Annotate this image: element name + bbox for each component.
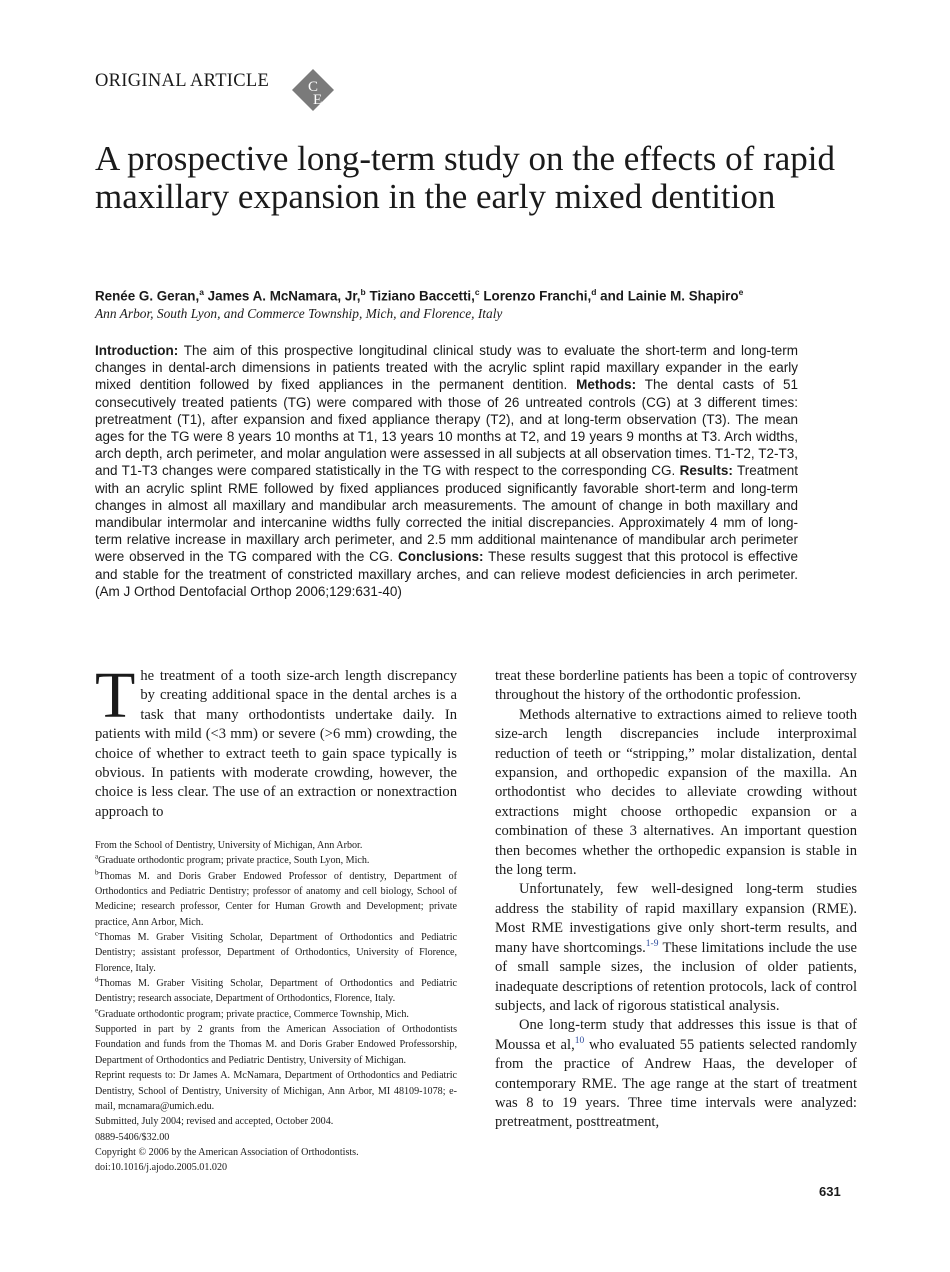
abstract-conclusions-text: These results suggest that this protocol is effective and stable for the treatment of constricted maxillary arches, and can relieve modest deficiencies in arch perimeter. (Am J Orthod Dentofacial Orthop 2006;129:631-40) [95, 549, 798, 599]
abstract-results-label: Results: [679, 463, 733, 479]
article-title: A prospective long-term study on the effects of rapid maxillary expansion in the early mixed dentition [95, 139, 835, 216]
citation-ref-10[interactable]: 10 [574, 1035, 585, 1046]
footnote-copyright: Copyright © 2006 by the American Association of Orthodontists. [95, 1146, 359, 1158]
citation-ref-1-9[interactable]: 1-9 [645, 938, 659, 949]
author-name: and Lainie M. Shapiro [600, 288, 739, 304]
abstract-intro-label: Introduction: [95, 343, 179, 358]
body-paragraph [95, 659, 457, 822]
author-mark: e [738, 287, 744, 297]
author-mark: b [360, 287, 366, 297]
section-label: ORIGINAL ARTICLE [95, 71, 270, 91]
author-name: Renée G. Geran, [95, 288, 200, 304]
affiliation-line: Ann Arbor, South Lyon, and Commerce Township, Mich, and Florence, Italy [95, 306, 503, 321]
footnote-submitted: Submitted, July 2004; revised and accepted, October 2004. [95, 1116, 334, 1128]
author-mark: a [199, 287, 204, 297]
body-paragraph: treat these borderline patients has been a topic of controversy throughout the history of the orthodontic profession. [495, 668, 857, 704]
abstract-results-text: Treatment with an acrylic splint RME followed by fixed appliances produced significantly favorable short-term and long-term changes in almost all maxillary and mandibular arch measurements. The amount of change in both maxillary and mandibular intermolar and intercanine widths fully corrected the initial discrepancies. Approximately 4 mm of long-term relative increase in maxillary arch perimeter, and 2.5 mm additional maintenance of mandibular arch perimeter were observed in the TG compared with the CG. [95, 463, 799, 565]
footnote-c: $^c$Thomas M. Graber Visiting Scholar, Department of Orthodontics and Pediatric Dentistry; assistant professor, Department of Orthodontics, University of Florence, Florence, Italy. [95, 929, 457, 974]
footnote-a: $^a$Graduate orthodontic program; private practice, South Lyon, Mich. [95, 852, 370, 867]
paragraph-text: he treatment of a tooth size-arch length discrepancy by creating additional space in the dental arches is a task that many orthodontists undertake daily. In patients with mild (<3 mm) or severe (>6 mm) crowding, the choice of whether to extract teeth to gain space typically is obvious. In patients with moderate crowding, however, the choice is less clear. The use of an extraction or nonextraction approach to [95, 668, 457, 820]
author-mark: c [474, 287, 480, 297]
body-paragraph: One long-term study that addresses this issue is that of Moussa et al,$^{10}$ who evaluated 55 patients selected randomly from the practice of Andrew Haas, the developer of contemporary RME. The age range at the start of treatment was 8 to 19 years. Three time intervals were analyzed: pretreatment, posttreatment, [495, 1017, 857, 1131]
footnote-from: From the School of Dentistry, University of Michigan, Ann Arbor. [95, 840, 363, 851]
author-list [95, 287, 875, 303]
badge-letter-e: E [313, 92, 323, 108]
footnote-doi: doi:10.1016/j.ajodo.2005.01.020 [95, 1162, 228, 1174]
footnote-b: $^b$Thomas M. and Doris Graber Endowed Professor of dentistry, Department of Orthodontics and Pediatric Dentistry; professor of anatomy and cell biology, School of Medicine; research professor, Center for Human Growth and Development; private practice, Ann Arbor, Mich. [95, 868, 457, 928]
footnote-issn: 0889-5406/$32.00 [95, 1131, 170, 1143]
page-number: 631 [819, 1184, 841, 1199]
abstract-intro-text: The aim of this prospective longitudinal clinical study was to evaluate the short-term and long-term changes in dental-arch dimensions in patients treated with the acrylic splint rapid maxillary expander in the early mixed dentition followed by fixed appliances in the permanent dentition. [95, 343, 798, 393]
footnote-e: $^e$Graduate orthodontic program; private practice, Commerce Township, Mich. [95, 1006, 409, 1020]
footnote-reprint: Reprint requests to: Dr James A. McNamara, Department of Orthodontics and Pediatric Dentistry, School of Dentistry, University of Michigan, Ann Arbor, MI 48109-1078; e-mail, mcnamara@umich.edu. [95, 1070, 457, 1112]
abstract-conclusions-label: Conclusions: [398, 549, 484, 565]
abstract [95, 342, 798, 600]
author-mark: d [591, 287, 597, 297]
footnote-d: $^d$Thomas M. Graber Visiting Scholar, Department of Orthodontics and Pediatric Dentistry; research associate, Department of Orthodontics, Florence, Italy. [95, 975, 457, 1005]
author-name: James A. McNamara, Jr, [207, 288, 361, 304]
ce-badge-icon [291, 68, 335, 112]
body-paragraph: Methods alternative to extractions aimed to relieve tooth size-arch length discrepancies include interproximal reduction of teeth or “stripping,” molar distalization, dental expansion, and orthopedic expansion of the maxilla. An orthodontist who decides to alleviate crowding without extractions might choose orthopedic expansion or a combination of these 3 alternatives. An important question then becomes whether the orthopedic expansion is stable in the long term. [495, 706, 857, 879]
abstract-methods-text: The dental casts of 51 consecutively treated patients (TG) were compared with those of 26 untreated controls (CG) at 3 different times: pretreatment (T1), after expansion and fixed appliance therapy (T2), and at long-term observation (T3). The mean ages for the TG were 8 years 10 months at T1, 13 years 10 months at T2, and 19 years 9 months at T3. Arch widths, arch depth, arch perimeter, and molar angulation were assessed in all subjects at all observation times. T1-T2, T2-T3, and T1-T3 changes were compared statistically in the TG with respect to the corresponding CG. [95, 377, 798, 479]
footnote-support: Supported in part by 2 grants from the American Association of Orthodontists Foundation and funds from the Thomas M. and Doris Graber Endowed Professorship, Department of Orthodontics and Pediatric Dentistry, University of Michigan. [95, 1024, 457, 1066]
badge-letter-c: C [308, 79, 319, 95]
footnotes [95, 838, 457, 1176]
author-name: Tiziano Baccetti, [369, 288, 475, 304]
body-column-right [495, 667, 857, 1133]
author-name: Lorenzo Franchi, [483, 288, 592, 304]
body-column-left [95, 659, 457, 822]
abstract-methods-label: Methods: [576, 377, 637, 393]
drop-cap: T [95, 659, 136, 732]
body-paragraph: Unfortunately, few well-designed long-term studies address the stability of rapid maxillary expansion (RME). Most RME investigations give only short-term results, and many have shortcomings.$^{1-9}$ These limitations include the use of small sample sizes, the inclusion of older patients, inadequate descriptions of retention protocols, lack of control subjects, and lack of rigorous statistical analysis. [495, 881, 857, 1014]
